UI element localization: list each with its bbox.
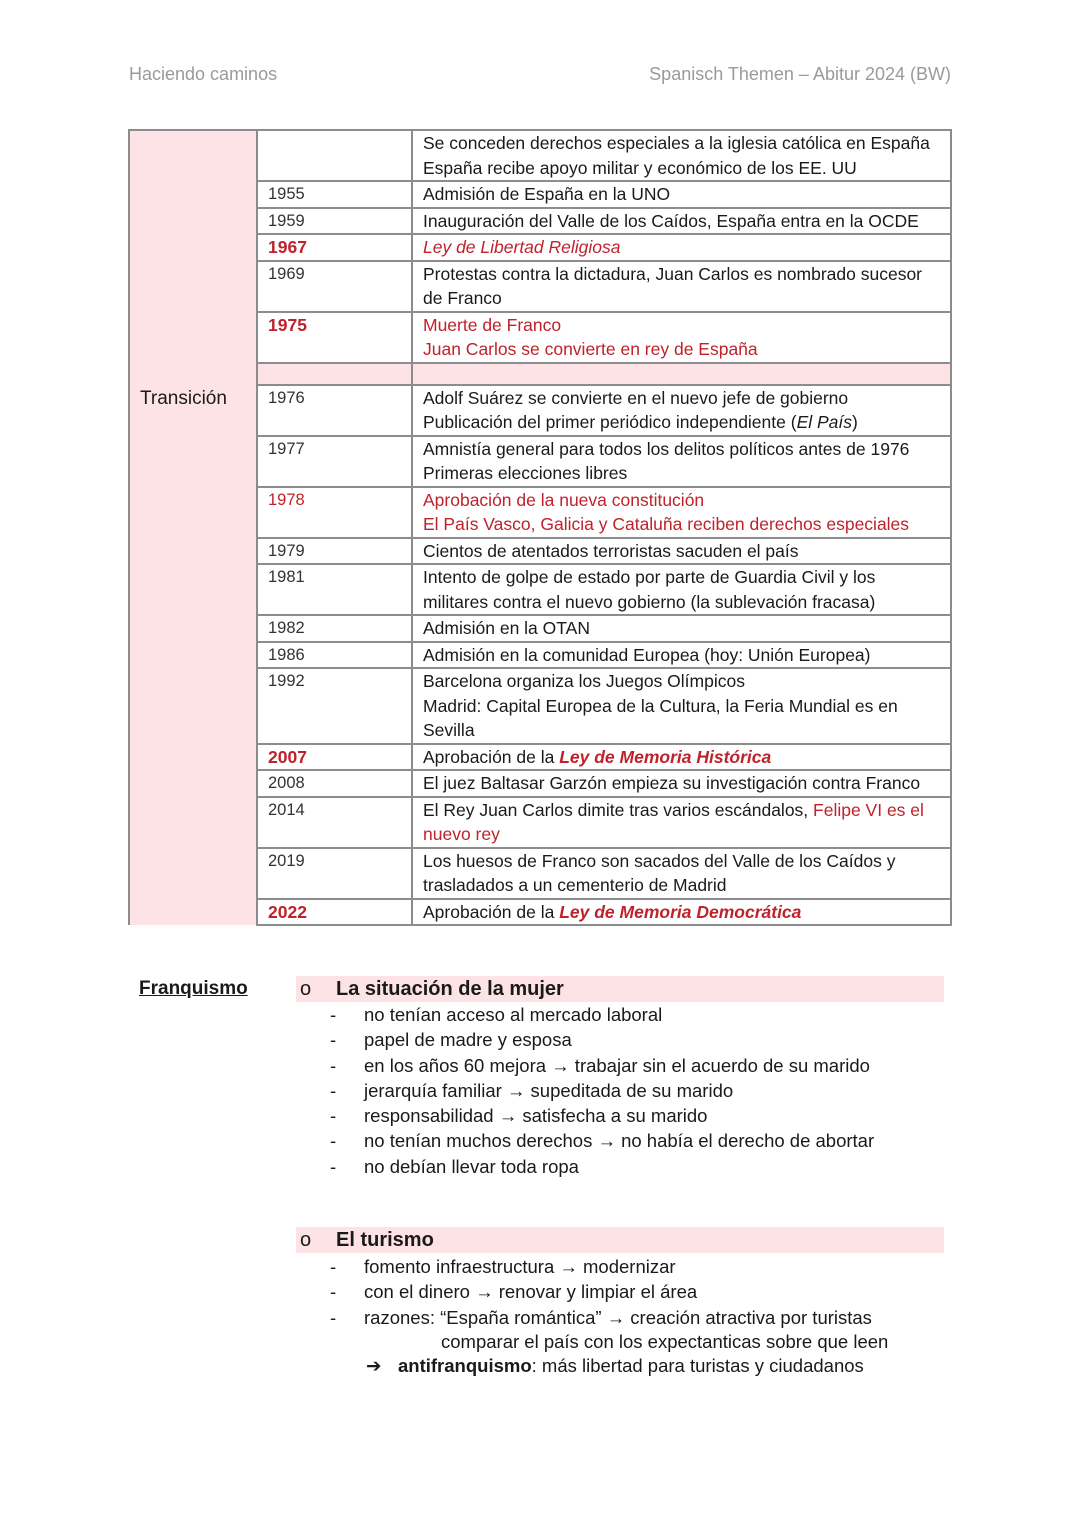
topic-mujer bbox=[296, 976, 944, 1002]
dash-marker: - bbox=[330, 1029, 337, 1051]
event-line: El País Vasco, Galicia y Cataluña reciben derechos especiales bbox=[423, 514, 910, 534]
event-line: Primeras elecciones libres bbox=[423, 463, 628, 483]
list-item bbox=[330, 1254, 872, 1279]
dash-marker: - bbox=[330, 1079, 337, 1101]
list-continuation: comparar el país con los expectanticas sobre que leen bbox=[441, 1331, 889, 1352]
year-cell: 1977 bbox=[257, 436, 412, 487]
event-text: ) bbox=[852, 412, 858, 432]
year-cell: 1959 bbox=[257, 208, 412, 235]
year-cell: 1976 bbox=[257, 385, 412, 436]
event-cell bbox=[412, 385, 951, 436]
event-cell: Admisión en la comunidad Europea (hoy: Unión Europea) bbox=[412, 642, 951, 669]
event-cell bbox=[412, 312, 951, 363]
table-row bbox=[129, 130, 951, 181]
event-cell: Intento de golpe de estado por parte de Guardia Civil y los militares contra el nuevo gobierno (la sublevación fracasa) bbox=[412, 564, 951, 615]
list-item-text: jerarquía familiar → supeditada de su marido bbox=[364, 1079, 734, 1101]
table-spacer-row bbox=[129, 363, 951, 385]
period-franquismo-cell bbox=[129, 261, 257, 312]
event-cell bbox=[412, 130, 951, 181]
event-cell: Los huesos de Franco son sacados del Valle de los Caídos y trasladados a un cementerio de Madrid bbox=[412, 848, 951, 899]
event-line: Inauguración del Valle de los Caídos, España entra en la OCDE bbox=[423, 210, 919, 231]
table-row bbox=[129, 181, 951, 208]
event-line: Barcelona organiza los Juegos Olímpicos bbox=[423, 671, 745, 691]
event-cell bbox=[412, 181, 951, 208]
dash-marker: - bbox=[330, 1306, 337, 1328]
list-item bbox=[330, 1053, 874, 1078]
topic-turismo bbox=[296, 1227, 944, 1253]
topic-turismo-list bbox=[330, 1254, 872, 1330]
event-text: El Rey Juan Carlos dimite tras varios escándalos, bbox=[423, 799, 814, 820]
conclusion-keyword: antifranquismo bbox=[398, 1355, 532, 1376]
conclusion-text: : más libertad para turistas y ciudadanos bbox=[531, 1355, 864, 1376]
topic-mujer-list bbox=[330, 1002, 874, 1179]
event-cell bbox=[412, 234, 951, 261]
list-item-text: responsabilidad → satisfecha a su marido bbox=[364, 1105, 708, 1127]
event-cell bbox=[412, 744, 951, 771]
table-row bbox=[129, 234, 951, 261]
period-franquismo-cell bbox=[129, 312, 257, 363]
table-row bbox=[129, 208, 951, 235]
year-cell: 1979 bbox=[257, 538, 412, 565]
event-line: España recibe apoyo militar y económico de los EE. UU bbox=[423, 157, 857, 178]
event-cell: Cientos de atentados terroristas sacuden el país bbox=[412, 538, 951, 565]
list-item bbox=[330, 1128, 874, 1153]
list-item-text: no tenían acceso al mercado laboral bbox=[364, 1004, 663, 1025]
law-name: Ley de Memoria Histórica bbox=[559, 746, 772, 767]
bullet-circle: o bbox=[300, 1229, 312, 1251]
event-line: Aprobación de la nueva constitución bbox=[423, 489, 705, 510]
year-cell: 1981 bbox=[257, 564, 412, 615]
list-item bbox=[330, 1103, 874, 1128]
year-cell: 1967 bbox=[257, 234, 412, 261]
year-cell: 2019 bbox=[257, 848, 412, 899]
period-transicion: Transición bbox=[129, 385, 257, 926]
year-cell: 1955 bbox=[257, 181, 412, 208]
list-item-text: no tenían muchos derechos → no había el derecho de abortar bbox=[364, 1130, 875, 1152]
bullet-circle: o bbox=[300, 978, 312, 1000]
list-item bbox=[330, 1078, 874, 1103]
event-line: Amnistía general para todos los delitos políticos antes de 1976 bbox=[423, 438, 910, 459]
table-row bbox=[129, 312, 951, 363]
event-line: Muerte de Franco bbox=[423, 314, 562, 335]
year-cell: 2014 bbox=[257, 797, 412, 848]
year-cell: 2007 bbox=[257, 744, 412, 771]
dash-marker: - bbox=[330, 1130, 337, 1152]
event-line: Se conceden derechos especiales a la iglesia católica en España bbox=[423, 133, 930, 153]
arrow-right-icon: ➔ bbox=[366, 1355, 382, 1376]
dash-marker: - bbox=[330, 1281, 337, 1303]
list-item bbox=[330, 1154, 874, 1179]
newspaper-name: El País bbox=[796, 412, 853, 432]
table-row bbox=[129, 385, 951, 436]
period-franquismo-cell bbox=[129, 208, 257, 235]
event-cell bbox=[412, 899, 951, 926]
table-row bbox=[129, 261, 951, 312]
period-franquismo-cell bbox=[129, 234, 257, 261]
event-line: Protestas contra la dictadura, Juan Carlos es nombrado sucesor de Franco bbox=[423, 263, 923, 308]
event-highlight: Felipe VI es el nuevo rey bbox=[423, 799, 924, 844]
event-line: Juan Carlos se convierte en rey de España bbox=[423, 339, 758, 359]
list-item-text: papel de madre y esposa bbox=[364, 1029, 572, 1051]
law-name: Ley de Memoria Democrática bbox=[559, 901, 802, 922]
topic-title: La situación de la mujer bbox=[336, 978, 564, 1000]
dash-marker: - bbox=[330, 1256, 337, 1277]
dash-marker: - bbox=[330, 1054, 337, 1076]
timeline-table bbox=[128, 129, 952, 926]
dash-marker: - bbox=[330, 1155, 337, 1177]
year-cell: 1986 bbox=[257, 642, 412, 669]
event-text: Aprobación de la bbox=[423, 746, 560, 767]
event-line: Adolf Suárez se convierte en el nuevo jefe de gobierno bbox=[423, 387, 849, 408]
year-cell: 2022 bbox=[257, 899, 412, 926]
conclusion-line bbox=[366, 1355, 864, 1377]
year-cell: 1978 bbox=[257, 487, 412, 538]
year-cell: 1969 bbox=[257, 261, 412, 312]
list-item bbox=[330, 1279, 872, 1304]
header-right: Spanisch Themen – Abitur 2024 (BW) bbox=[649, 64, 951, 84]
list-item bbox=[330, 1305, 872, 1330]
section-label-franquismo: Franquismo bbox=[139, 978, 248, 999]
dash-marker: - bbox=[330, 1105, 337, 1127]
event-text: Publicación del primer periódico independiente ( bbox=[423, 412, 797, 432]
period-franquismo-cell bbox=[129, 130, 257, 181]
list-item-text: con el dinero → renovar y limpiar el área bbox=[364, 1281, 698, 1303]
year-cell: 1982 bbox=[257, 615, 412, 642]
event-cell bbox=[412, 487, 951, 538]
year-cell: 2008 bbox=[257, 770, 412, 797]
event-cell bbox=[412, 668, 951, 744]
list-item-text: en los años 60 mejora → trabajar sin el acuerdo de su marido bbox=[364, 1054, 870, 1076]
event-line bbox=[423, 410, 940, 435]
period-franquismo-cell bbox=[129, 181, 257, 208]
event-cell bbox=[412, 436, 951, 487]
header-left: Haciendo caminos bbox=[129, 64, 278, 84]
event-line: Ley de Libertad Religiosa bbox=[423, 237, 621, 257]
list-item-text: razones: “España romántica” → creación atractiva por turistas bbox=[364, 1306, 872, 1328]
event-line: Admisión de España en la UNO bbox=[423, 184, 671, 204]
event-cell: Admisión en la OTAN bbox=[412, 615, 951, 642]
year-cell bbox=[257, 130, 412, 181]
event-cell bbox=[412, 261, 951, 312]
event-text: Aprobación de la bbox=[423, 901, 560, 922]
year-cell: 1992 bbox=[257, 668, 412, 744]
list-item-text: fomento infraestructura → modernizar bbox=[364, 1256, 676, 1277]
dash-marker: - bbox=[330, 1004, 337, 1025]
event-cell bbox=[412, 797, 951, 848]
list-item bbox=[330, 1002, 874, 1027]
list-item-text: no debían llevar toda ropa bbox=[364, 1155, 579, 1177]
event-line: Madrid: Capital Europea de la Cultura, la Feria Mundial es en Sevilla bbox=[423, 695, 898, 740]
year-cell: 1975 bbox=[257, 312, 412, 363]
event-cell bbox=[412, 208, 951, 235]
event-cell: El juez Baltasar Garzón empieza su investigación contra Franco bbox=[412, 770, 951, 797]
topic-title: El turismo bbox=[336, 1229, 434, 1251]
list-item bbox=[330, 1027, 874, 1052]
